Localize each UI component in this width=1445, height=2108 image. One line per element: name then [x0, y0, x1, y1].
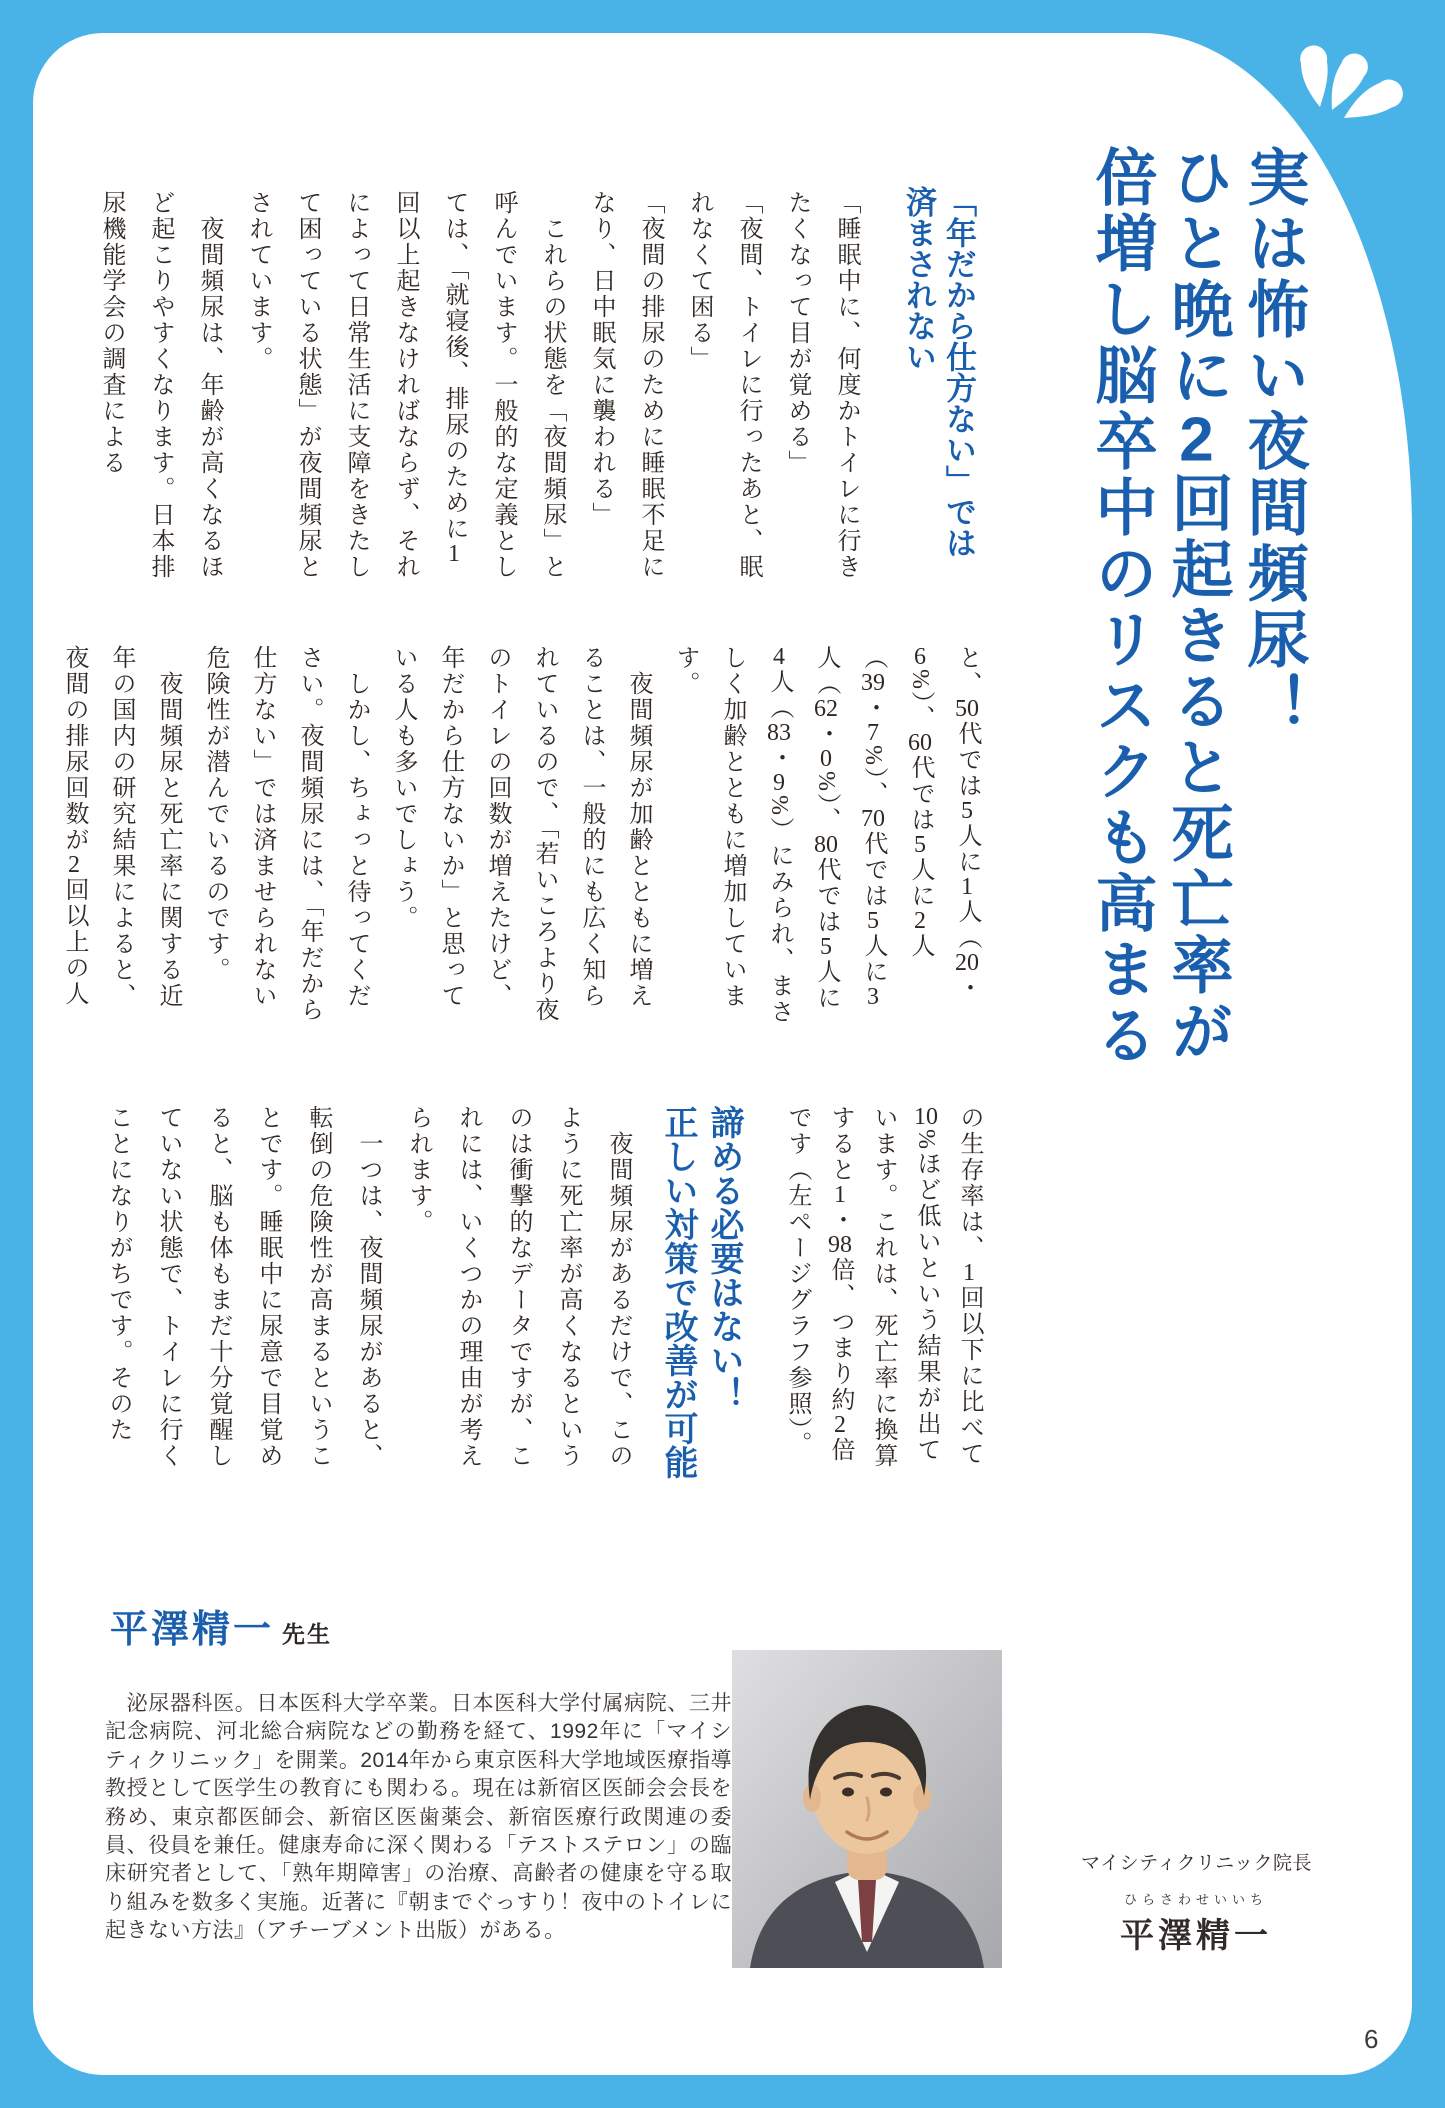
paragraph: 「睡眠中に、何度かトイレに行きたくなって目が覚める」: [784, 190, 859, 580]
section-heading-1-line-1: 「年だから仕方ない」では: [941, 186, 976, 558]
paragraph: 「夜間、トイレに行ったあと、眠れなくて困る」: [686, 190, 761, 580]
paragraph: 夜間頻尿と死亡率に関する近年の国内の研究結果によると、夜間の排尿回数が2回以上の人: [61, 645, 181, 1009]
section-heading-1: [898, 186, 978, 566]
paragraph: 一つは、夜間頻尿があると、転倒の危険性が高まるということです。睡眠中に尿意で目覚めると、脳も体もまだ十分覚醒していない状態で、トイレに行くことになりがちです。そのた: [105, 1105, 381, 1469]
doctor-name-heading: [110, 1598, 333, 1651]
clinic-title: マイシティクリニック院長: [1081, 1853, 1312, 1874]
doctor-name: 平澤精一: [110, 1609, 275, 1651]
body-band-1: [85, 190, 870, 582]
doctor-portrait-photo: [732, 1650, 1002, 1968]
paragraph: と、50代では5人に1人（20・6%）、60代では5人に2人（39・7%）、70代では5人に3人（62・0%）、80代では5人に4人（83・9%）にみられ、まさしく加齢とともに増加しています。: [672, 645, 980, 1025]
paragraph: 夜間頻尿があるだけで、このように死亡率が高くなるというのは衝撃的なデータですが、これには、いくつかの理由が考えられます。: [405, 1105, 631, 1469]
body-band-2: [61, 645, 990, 1025]
page-number: 6: [1364, 2024, 1379, 2054]
section-heading-2: [655, 1105, 747, 1507]
paragraph: 夜間頻尿は、年齢が高くなるほど起こりやすくなります。日本排尿機能学会の調査による: [98, 190, 222, 580]
paragraph: 「夜間の排尿のために睡眠不足になり、日中眠気に襲われる」: [588, 190, 663, 580]
paragraph: 夜間頻尿が加齢とともに増えることは、一般的にも広く知られているので、「若いころより夜のトイレの回数が増えたけど、年だから仕方ないか」と思っている人も多いでしょう。: [390, 645, 651, 1023]
section-heading-2-line-1: 諦める必要はない！: [705, 1105, 743, 1411]
headline-line-3: 倍増し脳卒中のリスクも高まる: [1086, 145, 1155, 1069]
headline-line-2: ひと晩に2回起きると死亡率が: [1162, 145, 1231, 1065]
clinic-credit-block: [1080, 1848, 1312, 1957]
section-heading-1-line-2: 済まされない: [901, 186, 936, 372]
main-headline: [1082, 145, 1310, 1110]
doctor-name-suffix: 先生: [282, 1621, 333, 1647]
paragraph: しかし、ちょっと待ってください。夜間頻尿には、「年だから仕方ない」では済ませられない危険性が潜んでいるのです。: [202, 645, 369, 1023]
doctor-name-furigana: ひらさわせいいち: [1123, 1892, 1268, 1907]
doctor-name-credit: 平澤精一: [1120, 1917, 1272, 1955]
headline-line-1: 実は怖い夜間頻尿！: [1238, 145, 1307, 739]
doctor-bio: 泌尿器科医。日本医科大学卒業。日本医科大学付属病院、三井記念病院、河北総合病院などの勤務を経て、1992年に「マイシティクリニック」を開業。2014年から東京医科大学地域医療指導教授として医学生の教育にも関わる。現在は新宿区医師会会長を務め、東京都医師会、新宿区医歯薬会、新宿医療行政関連の委員、役員を兼任。健康寿命に深く関わる「テストステロン」の臨床研究者として、「熟年期障害」の治療、高齢者の健康を守る取り組みを数多く実施。近著に『朝までぐっすり！夜中のトイレに起きない方法』（アチーブメント出版）がある。: [105, 1692, 732, 1943]
section-heading-2-line-2: 正しい対策で改善が可能: [659, 1105, 697, 1479]
body-band-3-left: [85, 1105, 643, 1479]
paragraph: これらの状態を「夜間頻尿」と呼んでいます。一般的な定義としては、「就寝後、排尿のために1回以上起きなければならず、それによって日常生活に支障をきたして困っている状態」が夜間頻尿とされています。: [245, 190, 565, 580]
body-band-3-right: [775, 1105, 990, 1479]
paragraph: の生存率は、1回以下に比べて10%ほど低いという結果が出ています。これは、死亡率に換算すると1・98倍、つまり約2倍です（左ページグラフ参照）。: [784, 1105, 982, 1469]
water-splash-icon: [1282, 30, 1422, 130]
